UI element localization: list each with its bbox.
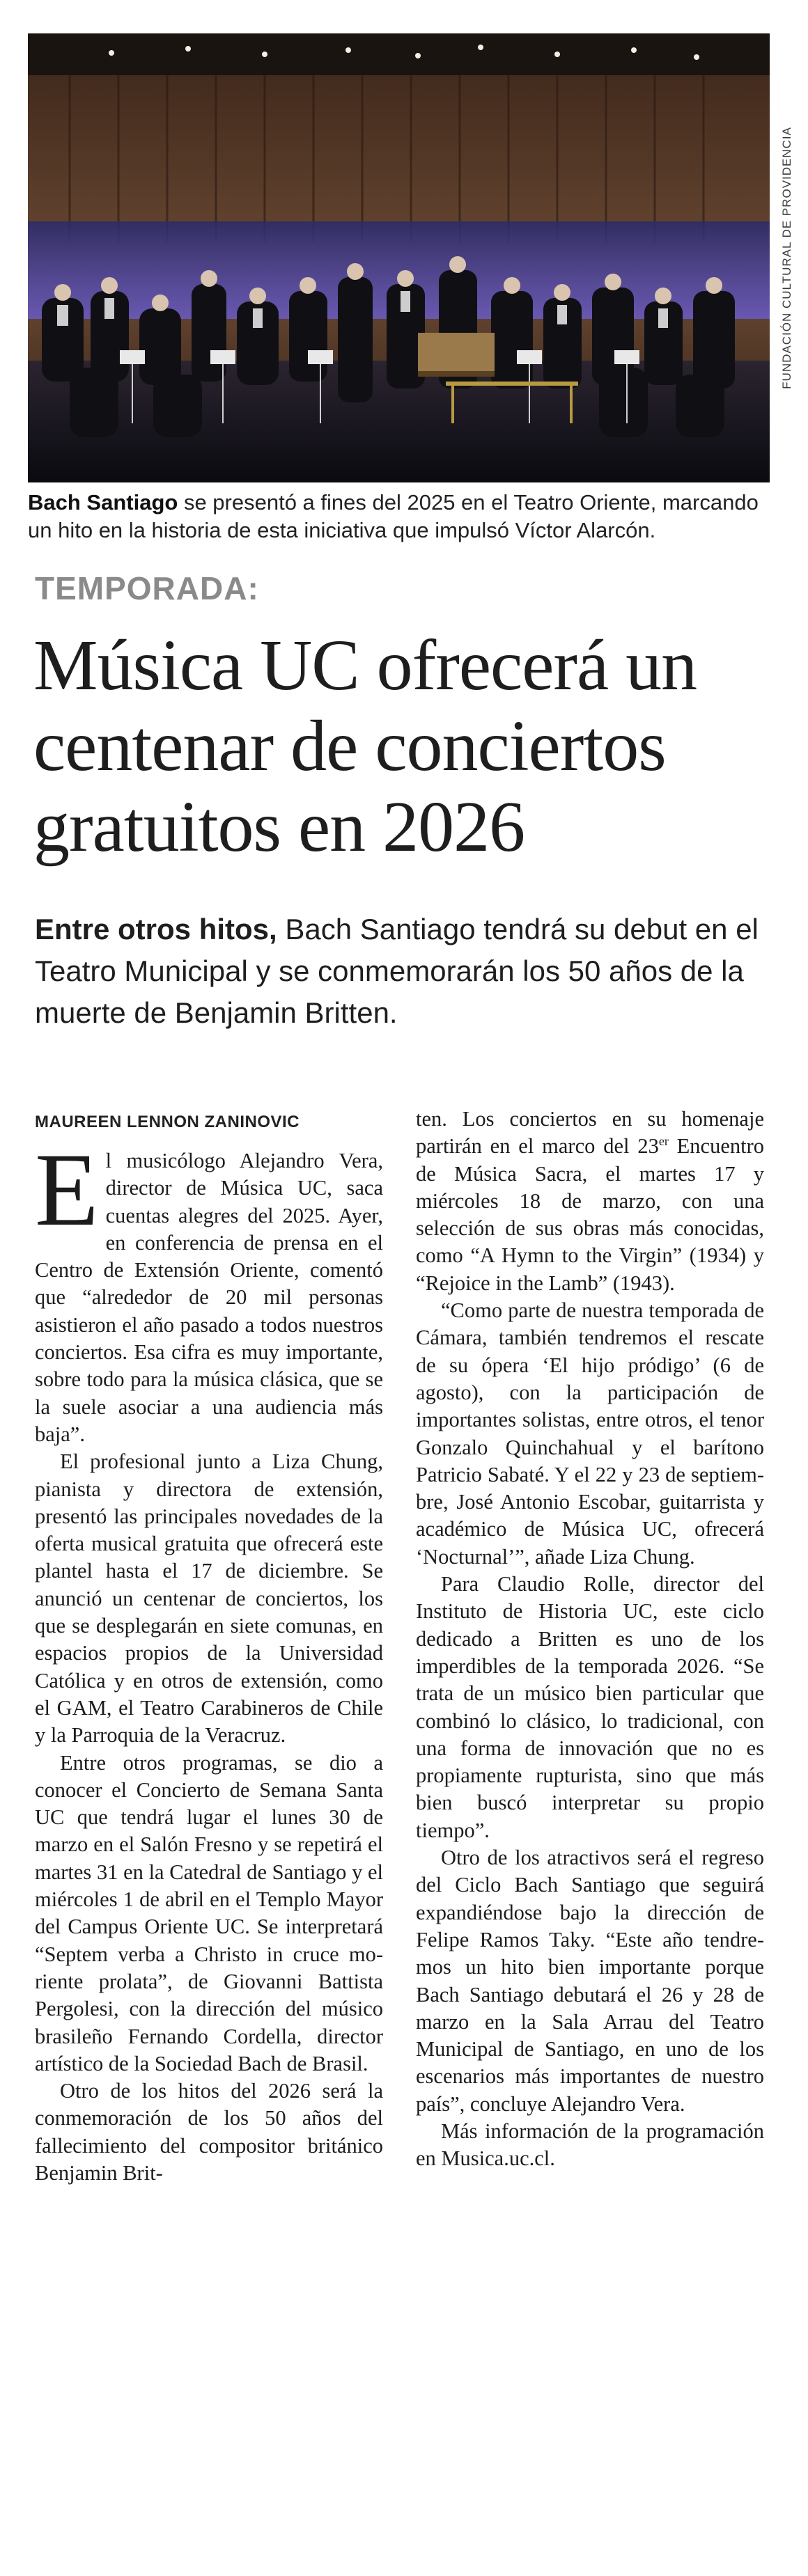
photo-credit bbox=[773, 33, 801, 482]
section-kicker: TEMPORADA: bbox=[35, 570, 259, 606]
paragraph: El profesional junto a Liza Chung, pianista y directora de extensión, presentó las principales novedades de la oferta musical gratuita que ofrecerá este plantel hasta el 17 de diciembre. Se anunció un centenar de conciertos, los que se desplegarán en siete comunas, en espacios propios de la Universidad Católica y en otros de extensión, como el GAM, el Teatro Carabineros de Chile y la Parroquia de la Veracruz. bbox=[35, 1450, 383, 1748]
caption-lead: Bach Santiago bbox=[28, 490, 178, 515]
paragraph: ten. Los conciertos en su homenaje partirán en el marco del 23er Encuentro de Música Sacra, el martes 17 y miércoles 18 de marzo, con una selección de sus obras más conocidas, como “A Hymn to the Virgin” (1934) y “Rejoice in the Lamb” (1943). bbox=[416, 1107, 764, 1295]
deck-lead: Entre otros hitos, bbox=[35, 913, 277, 945]
paragraph: Entre otros programas, se dio a conocer el Concierto de Semana Santa UC que tendrá lugar el lunes 30 de marzo en el Salón Fresno y se repetirá el martes 31 en la Catedral de Santiago y el miércoles 1 de abril en el Templo Mayor del Campus Oriente UC. Se interpretará “Septem verba a Christo in cruce moriente prolata”, de Giovanni Battista Pergolesi, con la dirección del músico brasileño Fernando Cordella, director artístico de la Sociedad Bach de Brasil. bbox=[35, 1750, 383, 2075]
paragraph: Para Claudio Rolle, director del Instituto de Historia UC, este ciclo dedicado a Britten es uno de los imperdibles de la temporada 2026. “Se trata de un músico bien particular que combinó lo clásico, lo tradicional, con una forma de innovación que no es propiamente rupturista, sino que más bien buscó interpretar su propio tiempo”. bbox=[416, 1572, 764, 1842]
photo-credit-text: FUNDACIÓN CULTURAL DE PROVIDENCIA bbox=[780, 127, 793, 389]
concert-photo bbox=[28, 33, 770, 482]
photo-caption bbox=[28, 489, 780, 544]
caption-text: se presentó a fines del 2025 en el Teatro Oriente, marcando un hito en la historia de esta iniciativa que impulsó Víctor Alarcón. bbox=[28, 490, 759, 542]
paragraph: Otro de los hitos del 2026 será la conmemoración de los 50 años del fallecimiento del compositor británico Benjamin Brit- bbox=[35, 2079, 383, 2185]
headline: Música UC ofrecerá un centenar de conciertos gratuitos en 2026 bbox=[33, 625, 697, 867]
article-column-left bbox=[35, 1132, 383, 2187]
paragraph: El musicólogo Alejandro Vera, director de Música UC, saca cuentas alegres del 2025. Ayer, en conferencia de prensa en el Centro de Extensión Oriente, comentó que “alrededor de 20 mil personas asistieron el año pasado a todos nuestros conciertos. Esa cifra es muy importante, sobre todo para la música clásica, que se la suele asociar a una audiencia más baja”. bbox=[35, 1132, 383, 1446]
paragraph: Otro de los atractivos será el regreso del Ciclo Bach Santiago que seguirá expandiéndose bajo la dirección de Felipe Ramos Taky. “Este año tendremos un hito bien importante porque Bach Santiago debutará el 26 y 28 de marzo en la Sala Arrau del Teatro Municipal de Santiago, en uno de los escenarios más importantes de nuestro país”, concluye Alejandro Vera. bbox=[416, 1846, 764, 2116]
deck bbox=[35, 909, 773, 1034]
byline: MAUREEN LENNON ZANINOVIC bbox=[35, 1113, 300, 1131]
article-column-right bbox=[416, 1106, 764, 2173]
concert-photo-illustration bbox=[28, 33, 770, 482]
paragraph: Más información de la programación en Musica.uc.cl. bbox=[416, 2119, 764, 2171]
deck-text: Bach Santiago tendrá su debut en el Teatro Municipal y se conmemorarán los 50 años de la muerte de Benjamin Britten. bbox=[35, 913, 759, 1029]
paragraph: “Como parte de nuestra temporada de Cámara, también tendremos el rescate de su ópera ‘El hijo pródigo’ (6 de agosto), con la participación de importantes solistas, entre otros, el tenor Gonzalo Quinchahual y el barítono Patricio Sabaté. Y el 22 y 23 de septiembre, José Antonio Escobar, guitarrista y académico de Música UC, ofrecerá ‘Nocturnal’”, añade Liza Chung. bbox=[416, 1298, 764, 1569]
dropcap: E bbox=[35, 1132, 99, 1248]
